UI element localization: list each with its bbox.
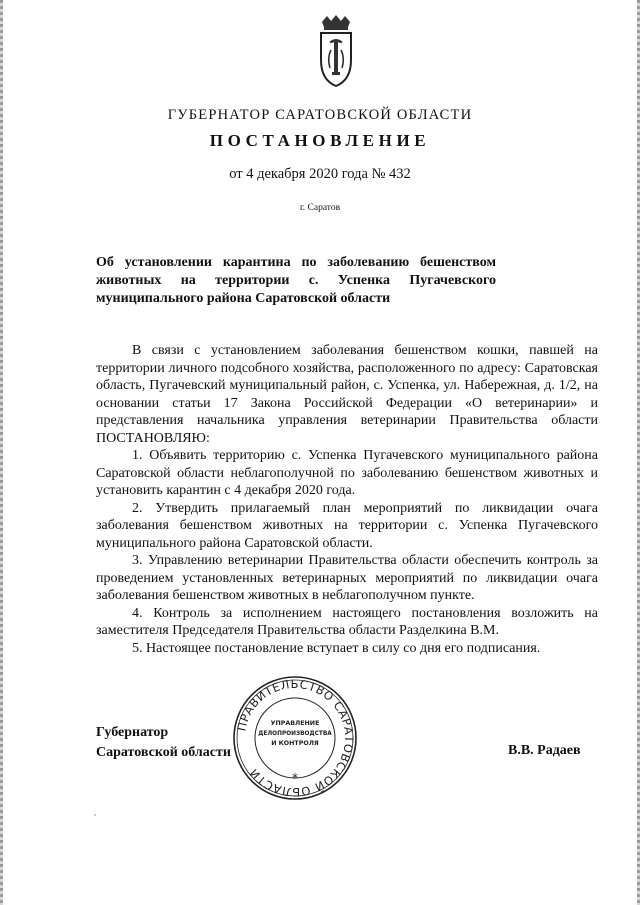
stamp-line: УПРАВЛЕНИЕ bbox=[270, 720, 320, 727]
signatory-title-line: Губернатор bbox=[96, 725, 169, 740]
issuer-title: ГУБЕРНАТОР САРАТОВСКОЙ ОБЛАСТИ bbox=[167, 107, 473, 123]
resolution-item: 5. Настоящее постановление вступает в силу со дня его подписания. bbox=[132, 640, 541, 656]
signatory-title bbox=[96, 723, 231, 763]
stamp-star-icon: * bbox=[292, 771, 298, 785]
resolution-item: 4. Контроль за исполнением настоящего постановления возложить на заместителя Председателя Правительства области Разделкина В.М. bbox=[96, 605, 598, 638]
preamble-paragraph: В связи с установлением заболевания бешенством кошки, павшей на территории личного подсобного хозяйства, расположенного по адресу: Саратовская область, Пугачевский муниципальный район, с. Успенка, ул. Набережная, д. 1/2, на основании статьи 17 Закона Российской Федерации «О ветеринарии» и представления начальника управления ветеринарии Правительства области ПОСТАНОВЛЯЮ: bbox=[96, 343, 598, 446]
document-date-number: от 4 декабря 2020 года № 432 bbox=[229, 166, 411, 182]
official-stamp bbox=[230, 675, 360, 801]
document-body bbox=[96, 342, 598, 657]
document-type: ПОСТАНОВЛЕНИЕ bbox=[209, 131, 431, 150]
scan-mark: , bbox=[94, 808, 96, 817]
signatory-title-line: Саратовской области bbox=[96, 745, 231, 760]
subject-line: муниципального района Саратовской области bbox=[96, 291, 391, 306]
coat-of-arms-emblem bbox=[318, 14, 354, 88]
resolution-item: 2. Утвердить прилагаемый план мероприятий по ликвидации очага заболевания бешенством животных на территории с. Успенка Пугачевского муниципального района Саратовской области. bbox=[96, 500, 598, 551]
document-subject bbox=[96, 254, 496, 308]
stamp-ring-text: ПРАВИТЕЛЬСТВО САРАТОВСКОЙ ОБЛАСТИ bbox=[234, 676, 357, 800]
resolution-item: 3. Управлению ветеринарии Правительства области обеспечить контроль за проведением установленных ветеринарных мероприятий по ликвидации очага заболевания бешенством животных в неблагополучном пункте. bbox=[96, 553, 598, 603]
resolution-item: 1. Объявить территорию с. Успенка Пугачевского муниципального района Саратовской области неблагополучной по заболеванию бешенством животных и установить карантин с 4 декабря 2020 года. bbox=[96, 448, 598, 498]
signatory-name: В.В. Радаев bbox=[508, 743, 581, 758]
stamp-line: И КОНТРОЛЯ bbox=[271, 740, 319, 747]
subject-line: Об установлении карантина по заболеванию бешенством bbox=[96, 255, 496, 270]
stamp-line: ДЕЛОПРОИЗВОДСТВА bbox=[258, 731, 332, 737]
subject-line: животных на территории с. Успенка Пугачевского bbox=[96, 273, 496, 288]
document-city: г. Саратов bbox=[299, 203, 341, 213]
